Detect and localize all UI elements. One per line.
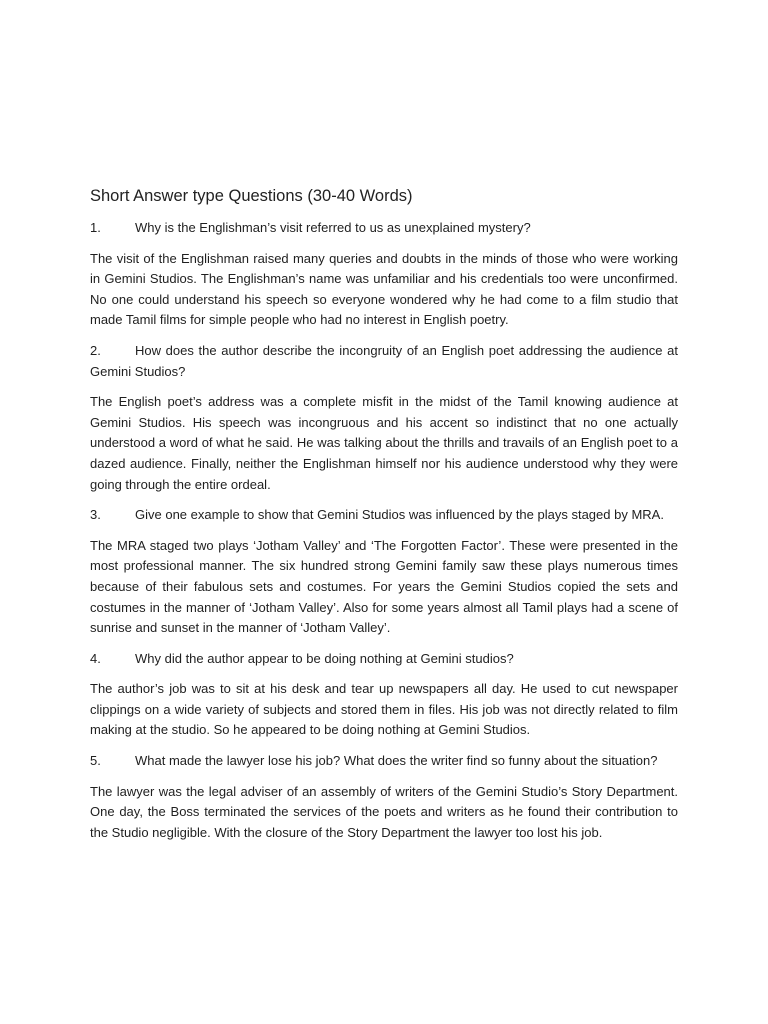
document-page	[90, 184, 678, 853]
question-text: Give one example to show that Gemini Studios was influenced by the plays staged by MRA.	[135, 507, 664, 523]
question-number: 2.	[90, 342, 101, 358]
qa-item-5	[90, 751, 678, 843]
qa-item-4	[90, 649, 678, 741]
question-text: What made the lawyer lose his job? What does the writer find so funny about the situation?	[135, 753, 658, 769]
qa-item-2	[90, 341, 678, 495]
question-text: Why is the Englishman’s visit referred to us as unexplained mystery?	[135, 220, 531, 235]
question-2	[90, 341, 678, 382]
question-3	[90, 505, 678, 526]
question-5	[90, 751, 678, 772]
question-number: 4.	[90, 650, 101, 666]
answer-4: The author’s job was to sit at his desk and tear up newspapers all day. He used to cut newspaper clippings on a wide variety of subjects and stored them in files. His job was not directly related to film making at the studio. So he appeared to be doing nothing at Gemini Studios.	[90, 681, 678, 738]
question-number: 3.	[90, 507, 101, 523]
question-number: 1.	[90, 220, 101, 235]
question-text: How does the author describe the incongruity of an English poet addressing the audience at Gemini Studios?	[90, 342, 678, 379]
question-text: Why did the author appear to be doing nothing at Gemini studios?	[135, 650, 514, 666]
section-heading: Short Answer type Questions (30-40 Words)	[90, 187, 413, 205]
answer-2: The English poet’s address was a complete misfit in the midst of the Tamil knowing audience at Gemini Studios. His speech was incongruous and his accent so indistinct that no one actually understood a word of what he said. He was talking about the thrills and travails of an English poet to a dazed audience. Finally, neither the Englishman himself nor his audience understood why they were going through the entire ordeal.	[90, 394, 678, 492]
question-1	[90, 218, 678, 239]
question-4	[90, 649, 678, 670]
answer-1: The visit of the Englishman raised many queries and doubts in the minds of those who were working in Gemini Studios. The Englishman’s name was unfamiliar and his credentials too were unconfirmed. No one could understand his speech so everyone wondered why he had come to a film studio that made Tamil films for simple people who had no interest in English poetry.	[90, 250, 678, 328]
qa-item-3	[90, 505, 678, 639]
answer-5: The lawyer was the legal adviser of an assembly of writers of the Gemini Studio’s Story Department. One day, the Boss terminated the services of the poets and writers as he found their contribution to the Studio negligible. With the closure of the Story Department the lawyer too lost his job.	[90, 783, 678, 840]
qa-item-1	[90, 218, 678, 331]
question-number: 5.	[90, 753, 101, 769]
answer-3: The MRA staged two plays ‘Jotham Valley’ and ‘The Forgotten Factor’. These were presented in the most professional manner. The six hundred strong Gemini family saw these plays numerous times because of their fabulous sets and costumes. For years the Gemini Studios copied the sets and costumes in the manner of ‘Jotham Valley’. Also for some years almost all Tamil plays had a scene of sunrise and sunset in the manner of ‘Jotham Valley’.	[90, 537, 678, 636]
